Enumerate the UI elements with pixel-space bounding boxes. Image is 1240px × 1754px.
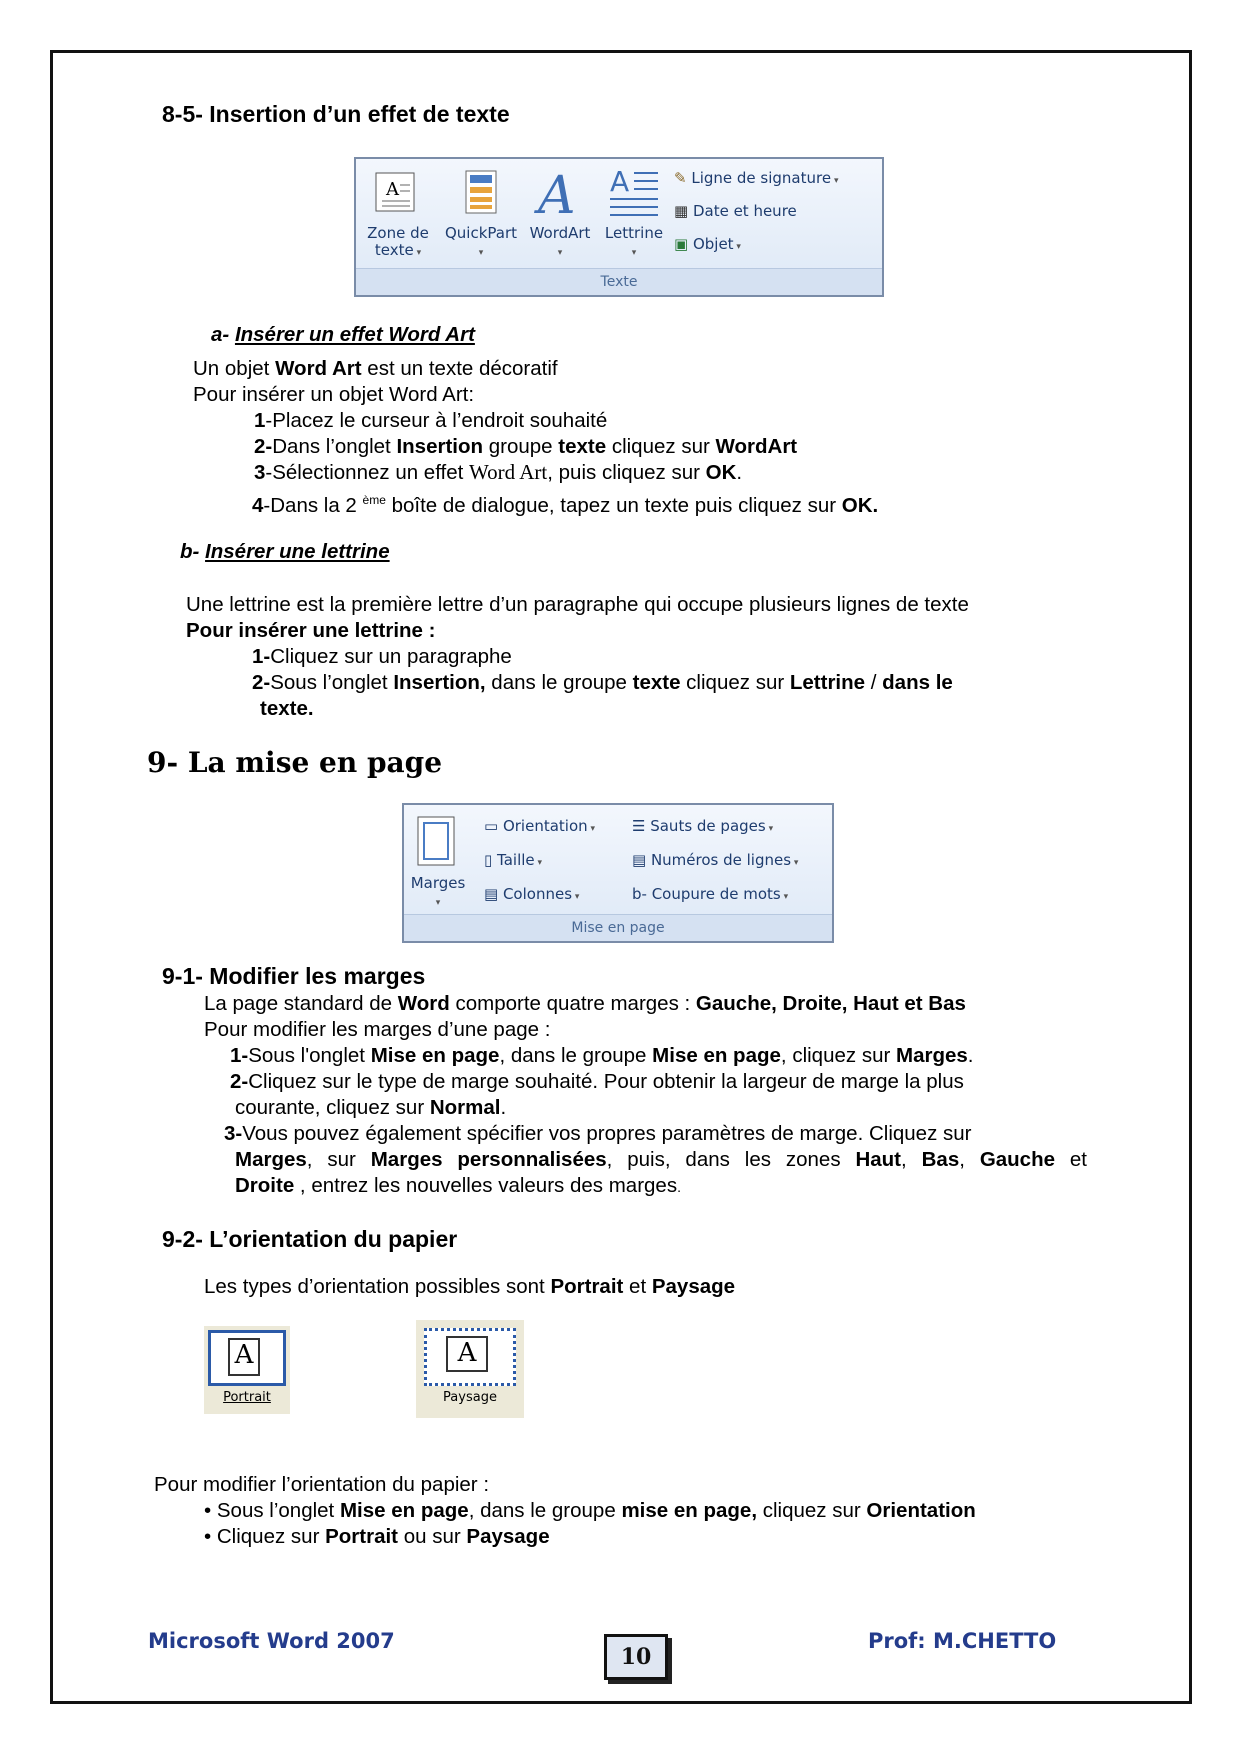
subheading-wordart: a- Insérer un effet Word Art [211, 323, 475, 346]
size-item: ▯ Taille ▾ [484, 851, 543, 869]
svg-text:A: A [538, 166, 576, 219]
size-icon: ▯ [484, 851, 498, 869]
page-layout-ribbon-image [402, 803, 834, 943]
margins-step-2: 2-Cliquez sur le type de marge souhaité. Pour obtenir la largeur de marge la plus [230, 1070, 964, 1093]
quickpart-label: QuickPart ▾ [444, 224, 518, 258]
margins-step-2-cont: courante, cliquez sur Normal. [235, 1096, 507, 1119]
calendar-icon: ▦ [674, 202, 693, 220]
portrait-label: Portrait [223, 1390, 271, 1405]
wordart-step-4: 4-Dans la 2 $^{ème}$ boîte de dialogue, tapez un texte puis cliquez sur OK. [252, 493, 879, 517]
svg-text:A: A [386, 179, 399, 200]
hyphenation-item: b- Coupure de mots ▾ [632, 885, 789, 903]
columns-item: ▤ Colonnes ▾ [484, 885, 580, 903]
dropcap-line-2: Pour insérer une lettrine : [186, 619, 436, 642]
object-item: ▣ Objet ▾ [674, 235, 741, 253]
line-numbers-item: ▤ Numéros de lignes ▾ [632, 851, 799, 869]
hyphenation-icon: b- [632, 885, 652, 903]
landscape-button-image [416, 1320, 524, 1418]
object-icon: ▣ [674, 235, 693, 253]
signature-icon: ✎ [674, 169, 692, 187]
section-heading-9-2: 9-2- L’orientation du papier [162, 1226, 458, 1252]
orientation-line-1: Les types d’orientation possibles sont Portrait et Paysage [204, 1275, 736, 1298]
dropcap-step-2-cont: texte. [260, 697, 314, 720]
margins-step-1: 1-Sous l'onglet Mise en page, dans le groupe Mise en page, cliquez sur Marges. [230, 1044, 974, 1067]
orientation-line-2: Pour modifier l’orientation du papier : [154, 1473, 490, 1496]
texte-ribbon-image [354, 157, 884, 297]
date-time-item: ▦ Date et heure [674, 202, 797, 220]
svg-text:A: A [610, 165, 630, 198]
margins-line-1: La page standard de Word comporte quatre marges : Gauche, Droite, Haut et Bas [204, 992, 966, 1015]
section-heading-9: 9- La mise en page [147, 746, 443, 779]
wordart-label: WordArt ▾ [529, 224, 591, 258]
wordart-line-1: Un objet Word Art est un texte décoratif [193, 357, 558, 380]
dropcap-step-1: 1-Cliquez sur un paragraphe [252, 645, 512, 668]
wordart-step-1: 1-Placez le curseur à l’endroit souhaité [254, 409, 608, 432]
dropcap-label: Lettrine ▾ [604, 224, 664, 258]
page-breaks-item: ☰ Sauts de pages ▾ [632, 817, 774, 835]
portrait-page-icon: A [228, 1338, 260, 1376]
wordart-step-3: 3-Sélectionnez un effet Word Art, puis cliquez sur OK. [254, 460, 743, 484]
section-heading-9-1: 9-1- Modifier les marges [162, 963, 426, 989]
wordart-icon [534, 165, 578, 219]
margins-label: Marges ▾ [410, 874, 466, 908]
ribbon-group-label: Texte [356, 268, 882, 295]
portrait-button-image [204, 1326, 290, 1414]
page-number: 10 [604, 1634, 668, 1680]
columns-icon: ▤ [484, 885, 503, 903]
text-box-label: Zone de texte ▾ [367, 224, 429, 259]
quickpart-icon [464, 169, 498, 215]
margins-step-3: 3-Vous pouvez également spécifier vos propres paramètres de marge. Cliquez sur [224, 1122, 972, 1145]
wordart-line-2: Pour insérer un objet Word Art: [193, 383, 475, 406]
subheading-dropcap: b- Insérer une lettrine [180, 540, 390, 563]
ribbon-group-label: Mise en page [404, 914, 832, 941]
text-box-icon [374, 171, 416, 213]
dropcap-icon [608, 165, 660, 219]
section-heading-8-5: 8-5- Insertion d’un effet de texte [162, 101, 510, 127]
orientation-bullet-1: • Sous l’onglet Mise en page, dans le groupe mise en page, cliquez sur Orientation [204, 1499, 976, 1522]
footer-left: Microsoft Word 2007 [148, 1629, 395, 1653]
signature-line-item: ✎ Ligne de signature ▾ [674, 169, 839, 187]
landscape-page-icon: A [446, 1336, 488, 1372]
margins-step-3-end: Droite , entrez les nouvelles valeurs des marges. [235, 1174, 681, 1197]
page-breaks-icon: ☰ [632, 817, 651, 835]
landscape-label: Paysage [443, 1390, 497, 1405]
line-numbers-icon: ▤ [632, 851, 651, 869]
orientation-icon: ▭ [484, 817, 503, 835]
dropcap-step-2: 2-Sous l’onglet Insertion, dans le groupe texte cliquez sur Lettrine / dans le [252, 671, 953, 694]
margins-step-3-cont: Marges, sur Marges personnalisées, puis, dans les zones Haut, Bas, Gauche et [235, 1148, 1087, 1171]
margins-icon [416, 815, 456, 867]
orientation-item: ▭ Orientation ▾ [484, 817, 596, 835]
wordart-step-2: 2-Dans l’onglet Insertion groupe texte cliquez sur WordArt [254, 435, 798, 458]
footer-right: Prof: M.CHETTO [868, 1629, 1057, 1653]
margins-line-2: Pour modifier les marges d’une page : [204, 1018, 551, 1041]
orientation-bullet-2: • Cliquez sur Portrait ou sur Paysage [204, 1525, 550, 1548]
dropcap-line-1: Une lettrine est la première lettre d’un paragraphe qui occupe plusieurs lignes de texte [186, 593, 969, 616]
